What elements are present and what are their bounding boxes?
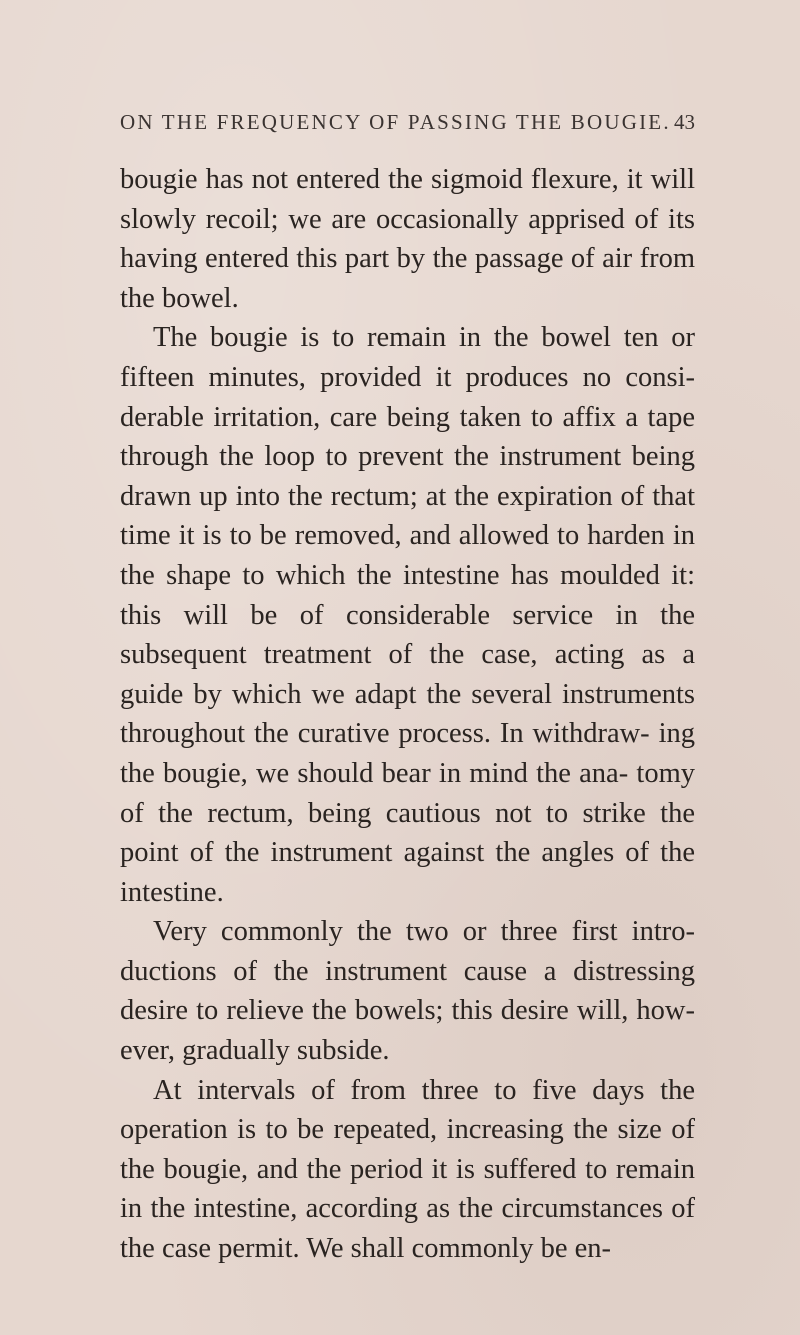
- paragraph: Very commonly the two or three first intro- ductions of the instrument cause a distressing desire to relieve the bowels; this desire will, how- ever, gradually subside.: [120, 916, 695, 1067]
- paragraph: The bougie is to remain in the bowel ten or fifteen minutes, provided it produces no consi- derable irritation, care being taken to affix a tape through the loop to prevent the instrument being drawn up into the rectum; at the expiration of that time it is to be removed, and allowed to harden in the shape to which the intestine has moulded it: this will be of considerable service in the subsequent treatment of the case, acting as a guide by which we adapt the several instruments throughout the curative process. In withdraw- ing the bougie, we should bear in mind the ana- tomy of the rectum, being cautious not to strike the point of the instrument against the angles of the intestine.: [120, 322, 695, 908]
- body-text: [120, 160, 695, 1269]
- paragraph: At intervals of from three to five days the operation is to be repeated, increasing the size of the bougie, and the period it is suffered to remain in the intestine, according as the circumstances of the case permit. We shall commonly be en-: [120, 1074, 695, 1265]
- page-number: 43: [674, 110, 695, 134]
- running-head-title: ON THE FREQUENCY OF PASSING THE BOUGIE.: [120, 110, 671, 134]
- paragraph-continuation: bougie has not entered the sigmoid flexure, it will slowly recoil; we are occasionally apprised of its having entered this part by the passage of air from the bowel.: [120, 164, 695, 314]
- running-head: [120, 110, 695, 150]
